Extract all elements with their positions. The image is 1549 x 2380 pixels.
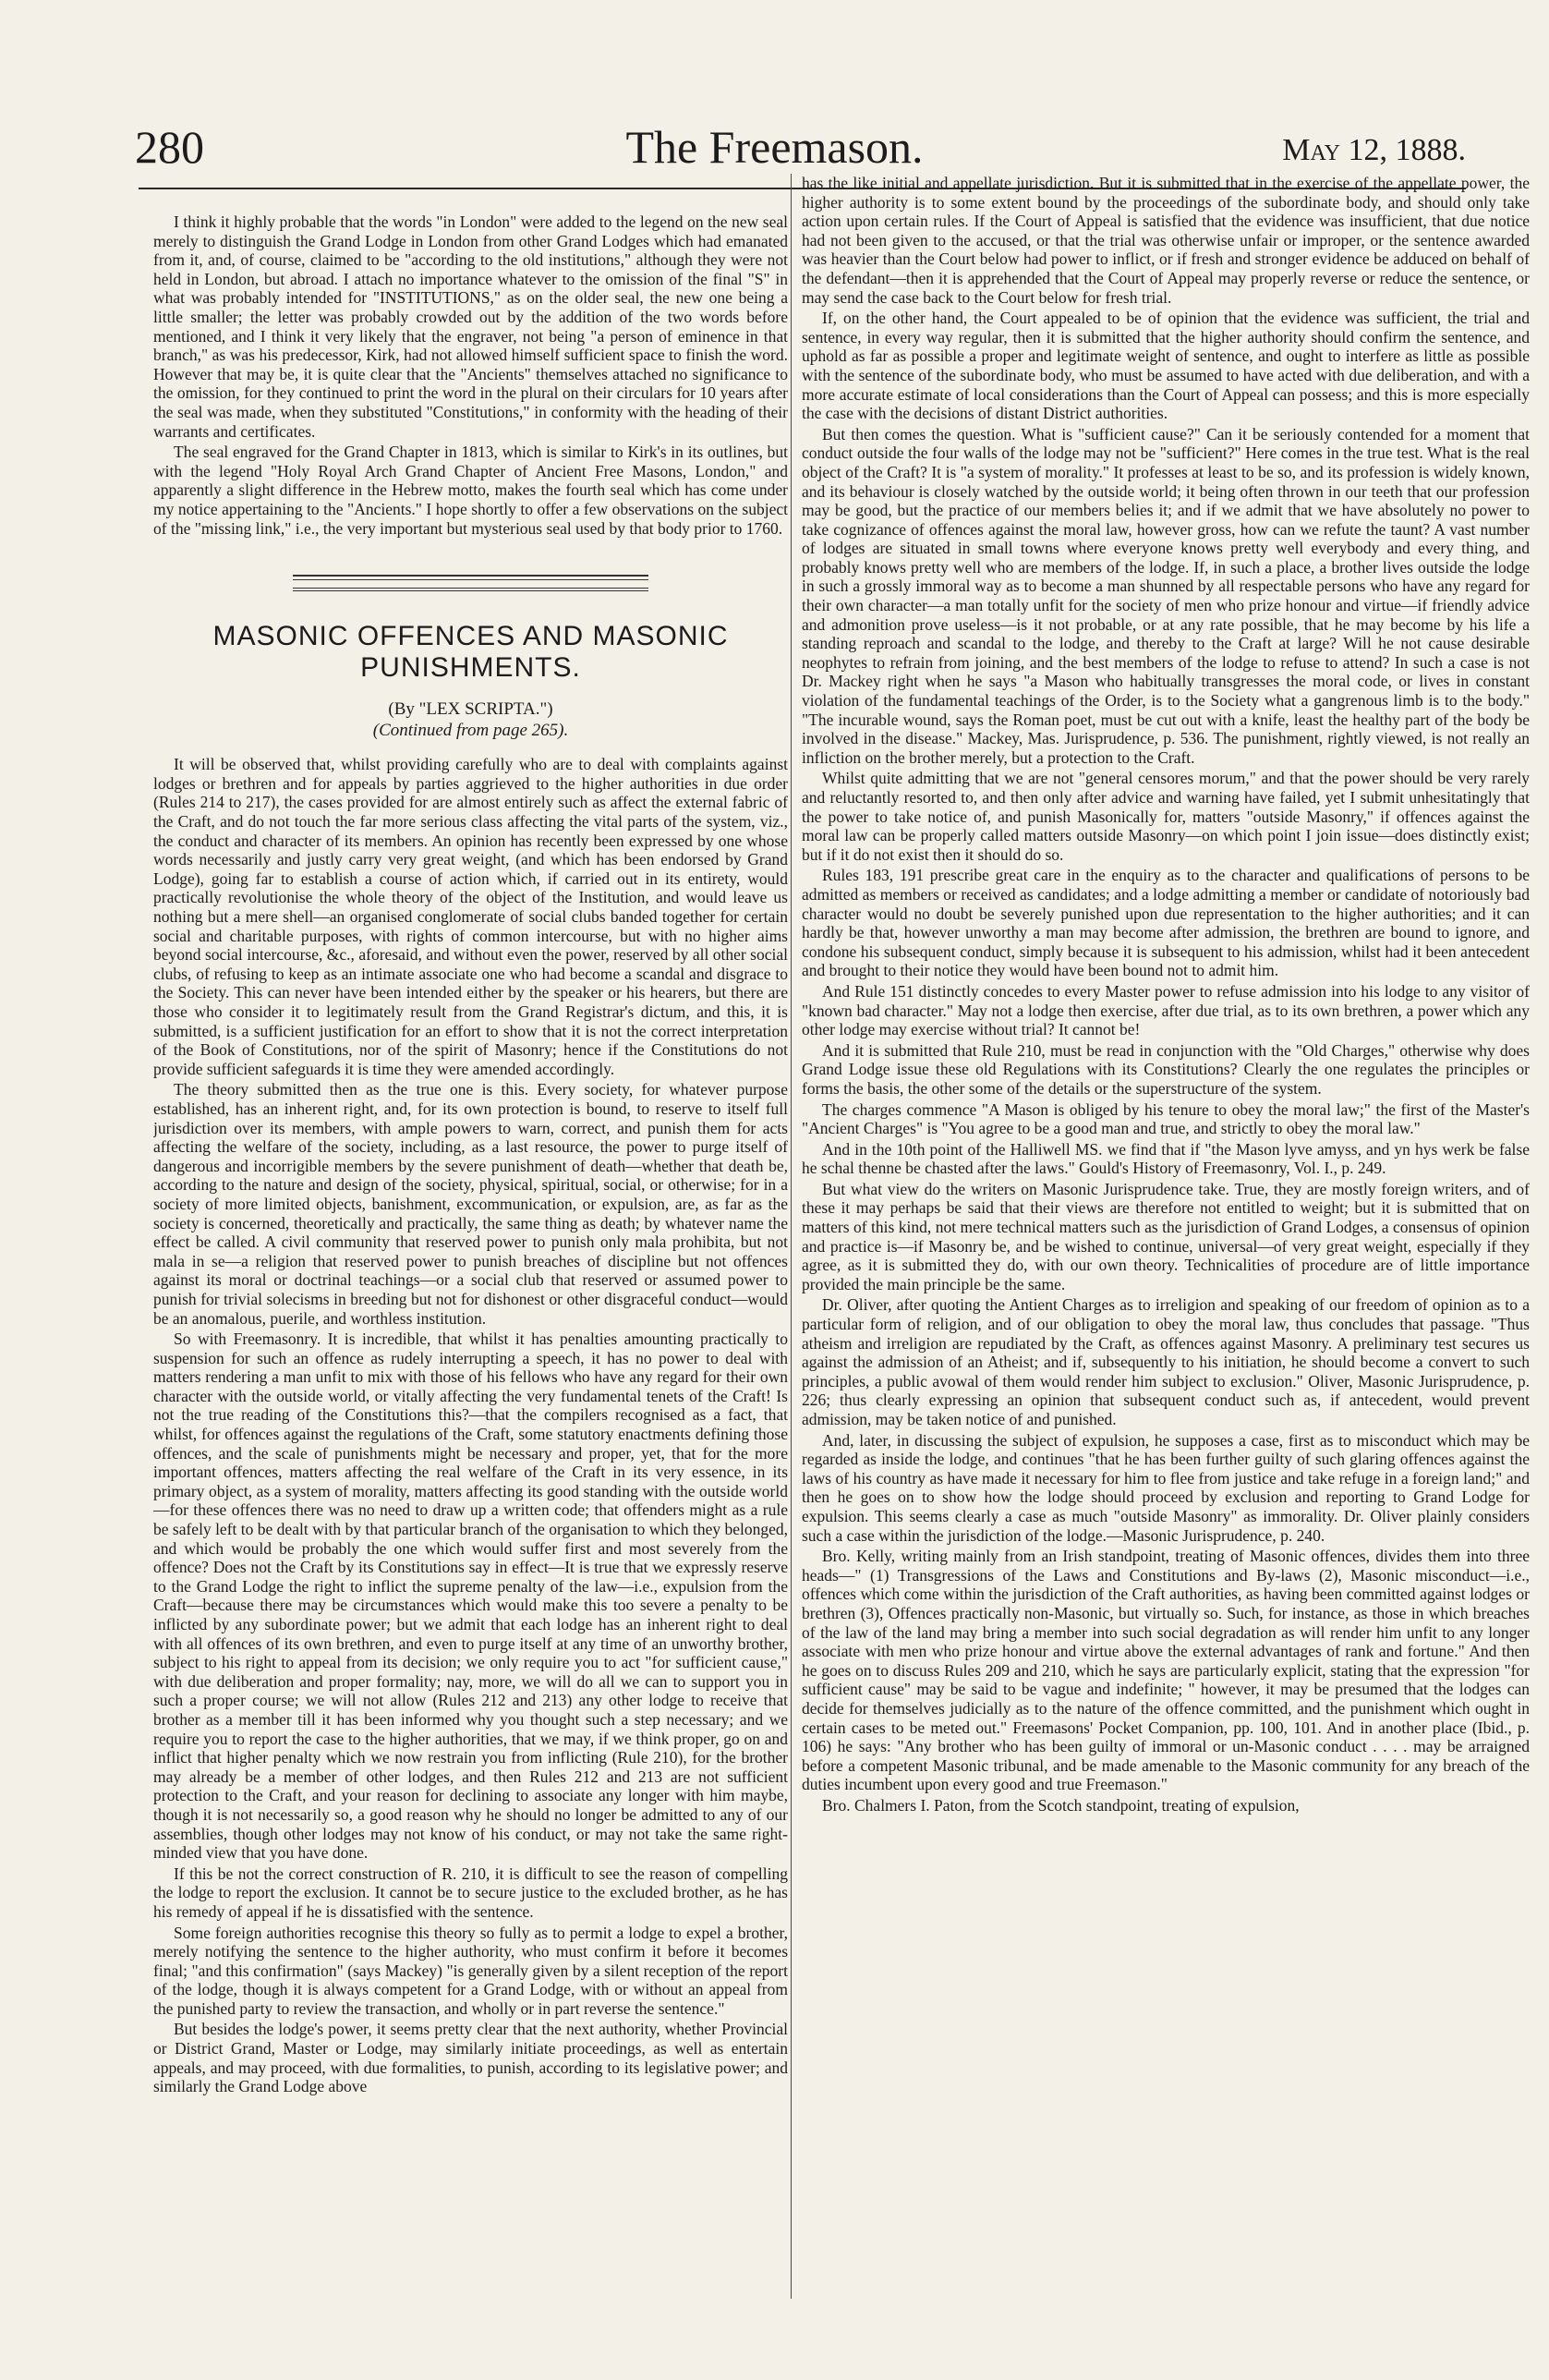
publication-title: The Freemason. bbox=[625, 121, 924, 173]
page-number: 280 bbox=[135, 121, 204, 173]
article-paragraph: It will be observed that, whilst providing carefully who are to deal with complaints against lodges or brethren and for appeals by parties aggrieved to the higher authorities in due order (Rules 214 to 217), the cases provided for are almost entirely such as affect the external fabric of the Craft, and do not touch the far more serious class affecting the vital parts of the system, viz., the conduct and character of its members. An opinion has recently been expressed by one whose words necessarily and justly carry very great weight, (and which has been endorsed by Grand Lodge), going far to establish a course of action which, if carried out in its entirety, would practically revolutionise the whole theory of the object of the Institution, and would leave us nothing but a mere shell—an organised conglomerate of social clubs banded together for certain social and charitable purposes, with rights of common intercourse, but with no higher aims beyond social intercourse, &c., aforesaid, and without even the power, reserved by all other social clubs, of refusing to keep as an intimate associate one who had become a scandal and disgrace to the Society. This can never have been intended either by the speaker or his hearers, but there are those who consider it to legitimately result from the Grand Registrar's dictum, and this, it is submitted, is a sufficient justification for an effort to show that it is not the correct interpretation of the Book of Constitutions, nor of the spirit of Masonry; hence if the Constitutions do not provide sufficient safeguards it is time they were amended accordingly. bbox=[153, 755, 788, 1078]
article-paragraph: Some foreign authorities recognise this theory so fully as to permit a lodge to expel a brother, merely notifying the sentence to the higher authority, who must confirm it before it becomes final; "and this confirmation" (says Mackey) "is generally given by a silent reception of the report of the lodge, though it is always competent for a Grand Lodge, with or without an appeal from the punished party to review the transaction, and wholly or in part reverse the sentence." bbox=[153, 1923, 788, 2018]
article-heading: MASONIC OFFENCES AND MASONIC PUNISHMENTS. bbox=[212, 621, 729, 684]
article-paragraph: But besides the lodge's power, it seems pretty clear that the next authority, whether Provincial or District Grand, Master or Lodge, may similarly initiate proceedings, as well as entertain appeals, and may proceed, with due formalities, to punish, according to its legislative power; and similarly the Grand Lodge above bbox=[153, 2020, 788, 2096]
continued-note: (Continued from page 265). bbox=[372, 720, 569, 740]
article-paragraph: Rules 183, 191 prescribe great care in the enquiry as to the character and qualifications of persons to be admitted as members or received as candidates; and a lodge admitting a member or candidate of notoriously bad character would no doubt be severely punished upon due representation to the higher authorities; and it can hardly be that, however unworthy a man may become after admission, the brethren are bound to ignore, and condone his subsequent conduct, simply because it is subsequent to his admission, whilst had it been antecedent and brought to their notice they would have been bound not to admit him. bbox=[802, 866, 1530, 980]
article-byline: (By "LEX SCRIPTA.") bbox=[388, 699, 553, 720]
right-column bbox=[802, 174, 1530, 2308]
left-column bbox=[153, 212, 788, 2310]
article-paragraph: And, later, in discussing the subject of expulsion, he supposes a case, first as to misconduct which may be regarded as inside the lodge, and continues "that he has been further guilty of such glaring offences against the laws of his country as have made it necessary for him to flee from justice and take refuge in a foreign land;" and then he goes on to show how the lodge should proceed by exclusion and reporting to Grand Lodge for expulsion. This seems clearly a case as much "outside Masonry" as immorality. Dr. Oliver plainly considers such a case within the jurisdiction of the lodge.—Masonic Jurisprudence, p. 240. bbox=[802, 1430, 1530, 1545]
section-rule bbox=[293, 588, 648, 591]
article-paragraph: The theory submitted then as the true one is this. Every society, for whatever purpose established, has an inherent right, and, for its own protection is bound, to reserve to itself full jurisdiction over its members, with ample powers to warn, correct, and punish them for acts affecting the welfare of the society, including, as a last resource, the power to purge itself of dangerous and incorrigible members by the severe punishment of death—whether that death be, according to the nature and design of the society, physical, spiritual, social, or otherwise; for in a society of more limited objects, banishment, excommunication, or expulsion, are, as far as the society is concerned, theoretically and practically, the same thing as death; by whatever name the effect be called. A civil community that reserved power to punish only mala prohibita, but not mala in se—a religion that reserved power to punish breaches of discipline but not offences against its moral or doctrinal teachings—or a social club that reserved or assumed power to punish for trivial solecisms in breeding but not for dishonest or other disgraceful conduct—would be an anomalous, puerile, and worthless institution. bbox=[153, 1080, 788, 1328]
section-rule bbox=[293, 575, 648, 580]
article-paragraph: If this be not the correct construction of R. 210, it is difficult to see the reason of compelling the lodge to report the exclusion. It cannot be to secure justice to the excluded brother, as he has his remedy of appeal if he is dissatisfied with the sentence. bbox=[153, 1864, 788, 1921]
article-paragraph: Bro. Kelly, writing mainly from an Irish standpoint, treating of Masonic offences, divides them into three heads—" (1) Transgressions of the Laws and Constitutions and By-laws (2), Masonic misconduct—i.e., offences which come within the jurisdiction of the Craft authorities, as having been committed against lodges or brethren (3), Offences practically non-Masonic, but virtually so. Such, for instance, as those in which breaches of the law of the land may bring a member into such social degradation as will render him unfit to any longer associate with men who prize honour and virtue above the external advantages of rank and fortune." And then he goes on to discuss Rules 209 and 210, which he says are particularly explicit, stating that the expression "for sufficient cause" may be said to be vague and indefinite; " however, it may be presumed that the lodges can decide for themselves judicially as to the nature of the offence committed, and the punishment which ought in certain cases to be meted out." Freemasons' Pocket Companion, pp. 100, 101. And in another place (Ibid., p. 106) he says: "Any brother who has been guilty of immoral or un-Masonic conduct . . . . may be arraigned before a competent Masonic tribunal, and be made amenable to the Masonic community for any breach of the duties incumbent upon every good and true Freemason." bbox=[802, 1547, 1530, 1794]
article-paragraph: Bro. Chalmers I. Paton, from the Scotch standpoint, treating of expulsion, bbox=[822, 1795, 1300, 1815]
article-paragraph: Dr. Oliver, after quoting the Antient Charges as to irreligion and speaking of our freedom of opinion as to a particular form of religion, and of our obligation to obey the moral law, thus concludes that passage. "Thus atheism and irreligion are repudiated by the Craft, as offences against Masonry. A preliminary test secures us against the admission of an Atheist; and if, subsequently to his initiation, he should become a convert to such principles, a public avowal of them would render him subject to exclusion." Oliver, Masonic Jurisprudence, p. 226; thus clearly expressing an opinion that subsequent conduct such as, if antecedent, would prevent admission, may be taken notice of and punished. bbox=[802, 1295, 1530, 1428]
article-paragraph: But what view do the writers on Masonic Jurisprudence take. True, they are mostly foreign writers, and of these it may perhaps be said that their views are therefore not entitled to weight; but it is submitted that on matters of this kind, not mere technical matters such as the jurisdiction of Grand Lodges, a consensus of opinion and practice is—if Masonry be, and be wished to continue, universal—of very great weight, especially if they agree, as it is submitted they do, with our own theory. Technicalities of procedure are of little importance provided the main principle be the same. bbox=[802, 1179, 1530, 1293]
intro-paragraph: I think it highly probable that the words "in London" were added to the legend on the new seal merely to distinguish the Grand Lodge in London from other Grand Lodges which had emanated from it, and, of course, claimed to be "according to the old institutions," although they were not held in London, but abroad. I attach no importance whatever to the omission of the final "S" in what was probably intended for "INSTITUTIONS," as on the older seal, the new one being a little smaller; the letter was probably crowded out by the addition of the two words before mentioned, and I think it very likely that the engraver, not being "a person of eminence in that branch," as was his predecessor, Kirk, had not allowed himself sufficient space to finish the word. However that may be, it is quite clear that the "Ancients" themselves attached no significance to the omission, for they continued to print the word in the plural on their circulars for 10 years after the seal was made, when they substituted "Constitutions," in conformity with the heading of their warrants and certificates. bbox=[153, 212, 788, 441]
article-paragraph: Whilst quite admitting that we are not "general censores morum," and that the power should be very rarely and reluctantly resorted to, and then only after advice and warning have failed, yet I submit unhesitatingly that the power to take notice of, and punish Masonically for, matters "outside Masonry," if offences against the moral law can be properly called matters outside Masonry—on which point I join issue—does distinctly exist; but if it do not exist then it should do so. bbox=[802, 769, 1530, 864]
article-paragraph: And it is submitted that Rule 210, must be read in conjunction with the "Old Charges," otherwise why does Grand Lodge issue these old Regulations with its Constitutions? Clearly the one regulates the principles or forms the basis, the other some of the details or the superstructure of the system. bbox=[802, 1040, 1530, 1098]
issue-date: May 12, 1888. bbox=[1282, 133, 1466, 167]
intro-paragraph: The seal engraved for the Grand Chapter in 1813, which is similar to Kirk's in its outlines, but with the legend "Holy Royal Arch Grand Chapter of Ancient Free Masons, London," and apparently a slight difference in the Hebrew motto, makes the fourth seal which has come under my notice appertaining to the "Ancients." I hope shortly to offer a few observations on the subject of the "missing link," i.e., the very important but mysterious seal used by that body prior to 1760. bbox=[153, 443, 788, 538]
article-paragraph: So with Freemasonry. It is incredible, that whilst it has penalties amounting practically to suspension for such an offence as rudely interrupting a speech, it has no power to deal with matters rendering a man unfit to mix with those of his fellows who have any regard for their own character with the outside world, or vitally affecting the very fundamental tenets of the Craft! Is not the true reading of the Constitutions this?—that the compilers recognised as a fact, that whilst, for offences against the regulations of the Craft, some statutory enactments defining those offences, and the scale of punishments might be necessary and proper, yet, that for the more important offences, matters affecting the real welfare of the Craft in its very essence, in its primary object, as a system of morality, matters affecting its good standing with the outside world—for these offences there was no need to draw up a written code; that offenders might as a rule be safely left to be dealt with by that particular branch of the organisation to which they belonged, and which would be probably the one which would suffer first and most severely from the offence? Does not the Craft by its Constitutions say in effect—It is true that we expressly reserve to the Grand Lodge the right to inflict the supreme penalty of the law—i.e., expulsion from the Craft—because there may be circumstances which would make this too severe a penalty to be inflicted by any subordinate power; but we admit that each lodge has an inherent right to deal with all offences of its own brethren, and even to purge itself at any time of an unworthy brother, subject to his right to appeal from its decision; we only require you to act "for sufficient cause," with due deliberation and proper formality; nay, more, we will do all we can to support you in such a proper course; we will not allow (Rules 212 and 213) any other lodge to receive that brother as a member till it has been informed why you thought such a step necessary; and we require you to report the case to the higher authorities, that we may, if we think proper, go on and inflict that higher penalty which we now restrain you from inflicting (Rule 210), for the brother may already be a member of other lodges, and then Rules 212 and 213 are not sufficient protection to the Craft, and your reason for declining to associate any longer with him maybe, though it is not necessarily so, a good reason why he should no longer be admitted to any of our assemblies, though other lodges may not know of his conduct, or may not take the same right-minded view that you have done. bbox=[153, 1330, 788, 1863]
article-paragraph: If, on the other hand, the Court appealed to be of opinion that the evidence was sufficient, the trial and sentence, in every way regular, then it is submitted that the higher authority should confirm the sentence, and uphold as far as possible a proper and legitimate weight of sentence, and ought to interfere as little as possible with the sentence of the subordinate body, who must be assumed to have acted with due deliberation, and with a more accurate estimate of local considerations than the Court of Appeal can possess; and this is more especially the case with the decisions of distant District authorities. bbox=[802, 309, 1530, 423]
article-paragraph: has the like initial and appellate jurisdiction. But it is submitted that in the exercise of the appellate power, the higher authority is to some extent bound by the proceedings of the subordinate body, and should only take action upon certain rules. If the Court of Appeal is satisfied that the evidence was insufficient, that due notice had not been given to the accused, or that the trial was otherwise unfair or improper, or the sentence awarded was heavier than the Court below had power to inflict, or if fresh and stronger evidence be adduced on behalf of the defendant—then it is apprehended that the Court of Appeal may properly reverse or reduce the sentence, or may send the case back to the Court below for fresh trial. bbox=[802, 174, 1530, 307]
article-paragraph: The charges commence "A Mason is obliged by his tenure to obey the moral law;" the first of the Master's "Ancient Charges" is "You agree to be a good man and true, and strictly to obey the moral law." bbox=[802, 1099, 1530, 1138]
column-divider bbox=[791, 174, 792, 2299]
article-paragraph: And in the 10th point of the Halliwell MS. we find that if "the Mason lyve amyss, and yn hys werk be false he schal thenne be chasted after the laws." Gould's History of Freemasonry, Vol. I., p. 249. bbox=[802, 1139, 1530, 1178]
article-paragraph: And Rule 151 distinctly concedes to every Master power to refuse admission into his lodge to any visitor of "known bad character." May not a lodge then exercise, after due trial, as to its own brethren, a power which any other lodge may exercise without trial? It cannot be! bbox=[802, 981, 1530, 1039]
article-paragraph: But then comes the question. What is "sufficient cause?" Can it be seriously contended for a moment that conduct outside the four walls of the lodge may not be "sufficient?" Here comes in the true test. What is the real object of the Craft? It is "a system of morality." It professes at least to be so, and its profession is widely known, and its behaviour is closely watched by the outside world; it being often thrown in our teeth that our profession may be good, but the practice of our members belies it; and if we admit that we have absolutely no power to take cognizance of offences against the moral law, however gross, how can we refute the taunt? A vast number of lodges are situated in small towns where everyone knows pretty well everybody and every thing, and probably knows pretty well who are members of the lodge. If, in such a place, a brother lives outside the lodge in such a grossly immoral way as to become a man shunned by all respectable persons who have any regard for their own character—a man totally unfit for the society of men who prize honour and virtue—if friendly advice and admonition prove useless—is it not probable, or at any rate possible, that he may become by his life a standing reproach and scandal to the lodge, and thereby to the Craft at large? Will he not cause desirable neophytes to refrain from joining, and the best members of the lodge to refuse to attend? In such a case is not Dr. Mackey right when he says "a Mason who habitually transgresses the moral code, or lives in constant violation of the fundamental teachings of the Order, is to the Society what a gangrenous limb is to the body." "The incurable wound, says the Roman poet, must be cut out with a knife, least the healthy part of the body be involved in the disease." Mackey, Mas. Jurisprudence, p. 536. The punishment, rightly viewed, is not really an infliction on the brother merely, but a protection to the Craft. bbox=[802, 424, 1530, 767]
